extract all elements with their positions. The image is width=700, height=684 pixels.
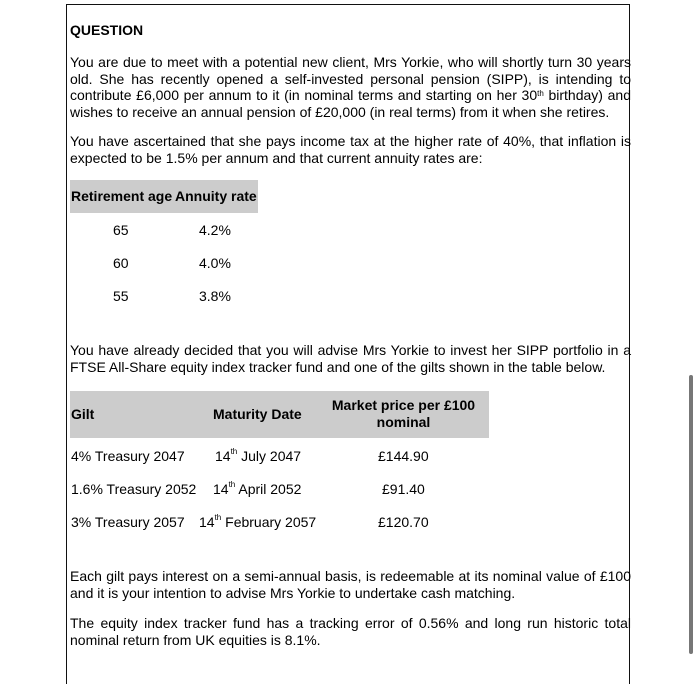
gilt-header-maturity: Maturity Date xyxy=(213,406,302,422)
annuity-age-cell: 60 xyxy=(113,255,129,271)
annuity-rate-cell: 3.8% xyxy=(199,288,231,304)
annuity-age-cell: 55 xyxy=(113,288,129,304)
gilt-header-name: Gilt xyxy=(71,406,95,422)
gilt-header-price: Market price per £100 nominal xyxy=(331,397,476,430)
annuity-rate-cell: 4.2% xyxy=(199,222,231,238)
investment-paragraph: You have already decided that you will advise Mrs Yorkie to invest her SIPP portfolio in a FTSE All-Share equity index tracker fund and one of the gilts shown in the table below. xyxy=(70,342,631,375)
gilt-maturity-cell: 14th July 2047 xyxy=(215,447,302,464)
vertical-scrollbar[interactable] xyxy=(689,375,693,654)
annuity-header-age: Retirement age xyxy=(71,188,173,204)
cash-matching-paragraph: Each gilt pays interest on a semi-annual basis, is redeemable at its nominal value of £100 and it is your intention to advise Mrs Yorkie to undertake cash matching. xyxy=(70,568,631,601)
gilt-price-cell: £120.70 xyxy=(378,514,429,530)
gilt-name-cell: 1.6% Treasury 2052 xyxy=(71,481,197,497)
annuity-rate-cell: 4.0% xyxy=(199,255,231,271)
annuity-age-cell: 65 xyxy=(113,222,129,238)
gilt-maturity-cell: 14th April 2052 xyxy=(213,480,302,497)
gilt-name-cell: 4% Treasury 2047 xyxy=(71,448,185,464)
gilt-price-cell: £91.40 xyxy=(382,481,425,497)
intro-paragraph: You are due to meet with a potential new client, Mrs Yorkie, who will shortly turn 30 years old. She has recently opened a self-invested personal pension (SIPP), is intending to contribute £6,000 per annum to it (in nominal terms and starting on her 30th birthday) and wishes to receive an annual pension of £20,000 (in real terms) from it when she retires. xyxy=(70,54,631,120)
question-heading: QUESTION xyxy=(70,22,144,38)
annuity-header-rate: Annuity rate xyxy=(175,188,257,204)
tax-inflation-paragraph: You have ascertained that she pays income tax at the higher rate of 40%, that inflation is expected to be 1.5% per annum and that current annuity rates are: xyxy=(70,133,631,166)
gilt-name-cell: 3% Treasury 2057 xyxy=(71,514,185,530)
tracking-error-paragraph: The equity index tracker fund has a tracking error of 0.56% and long run historic total nominal return from UK equities is 8.1%. xyxy=(70,615,631,648)
gilt-maturity-cell: 14th February 2057 xyxy=(199,513,317,530)
gilt-price-cell: £144.90 xyxy=(378,448,429,464)
